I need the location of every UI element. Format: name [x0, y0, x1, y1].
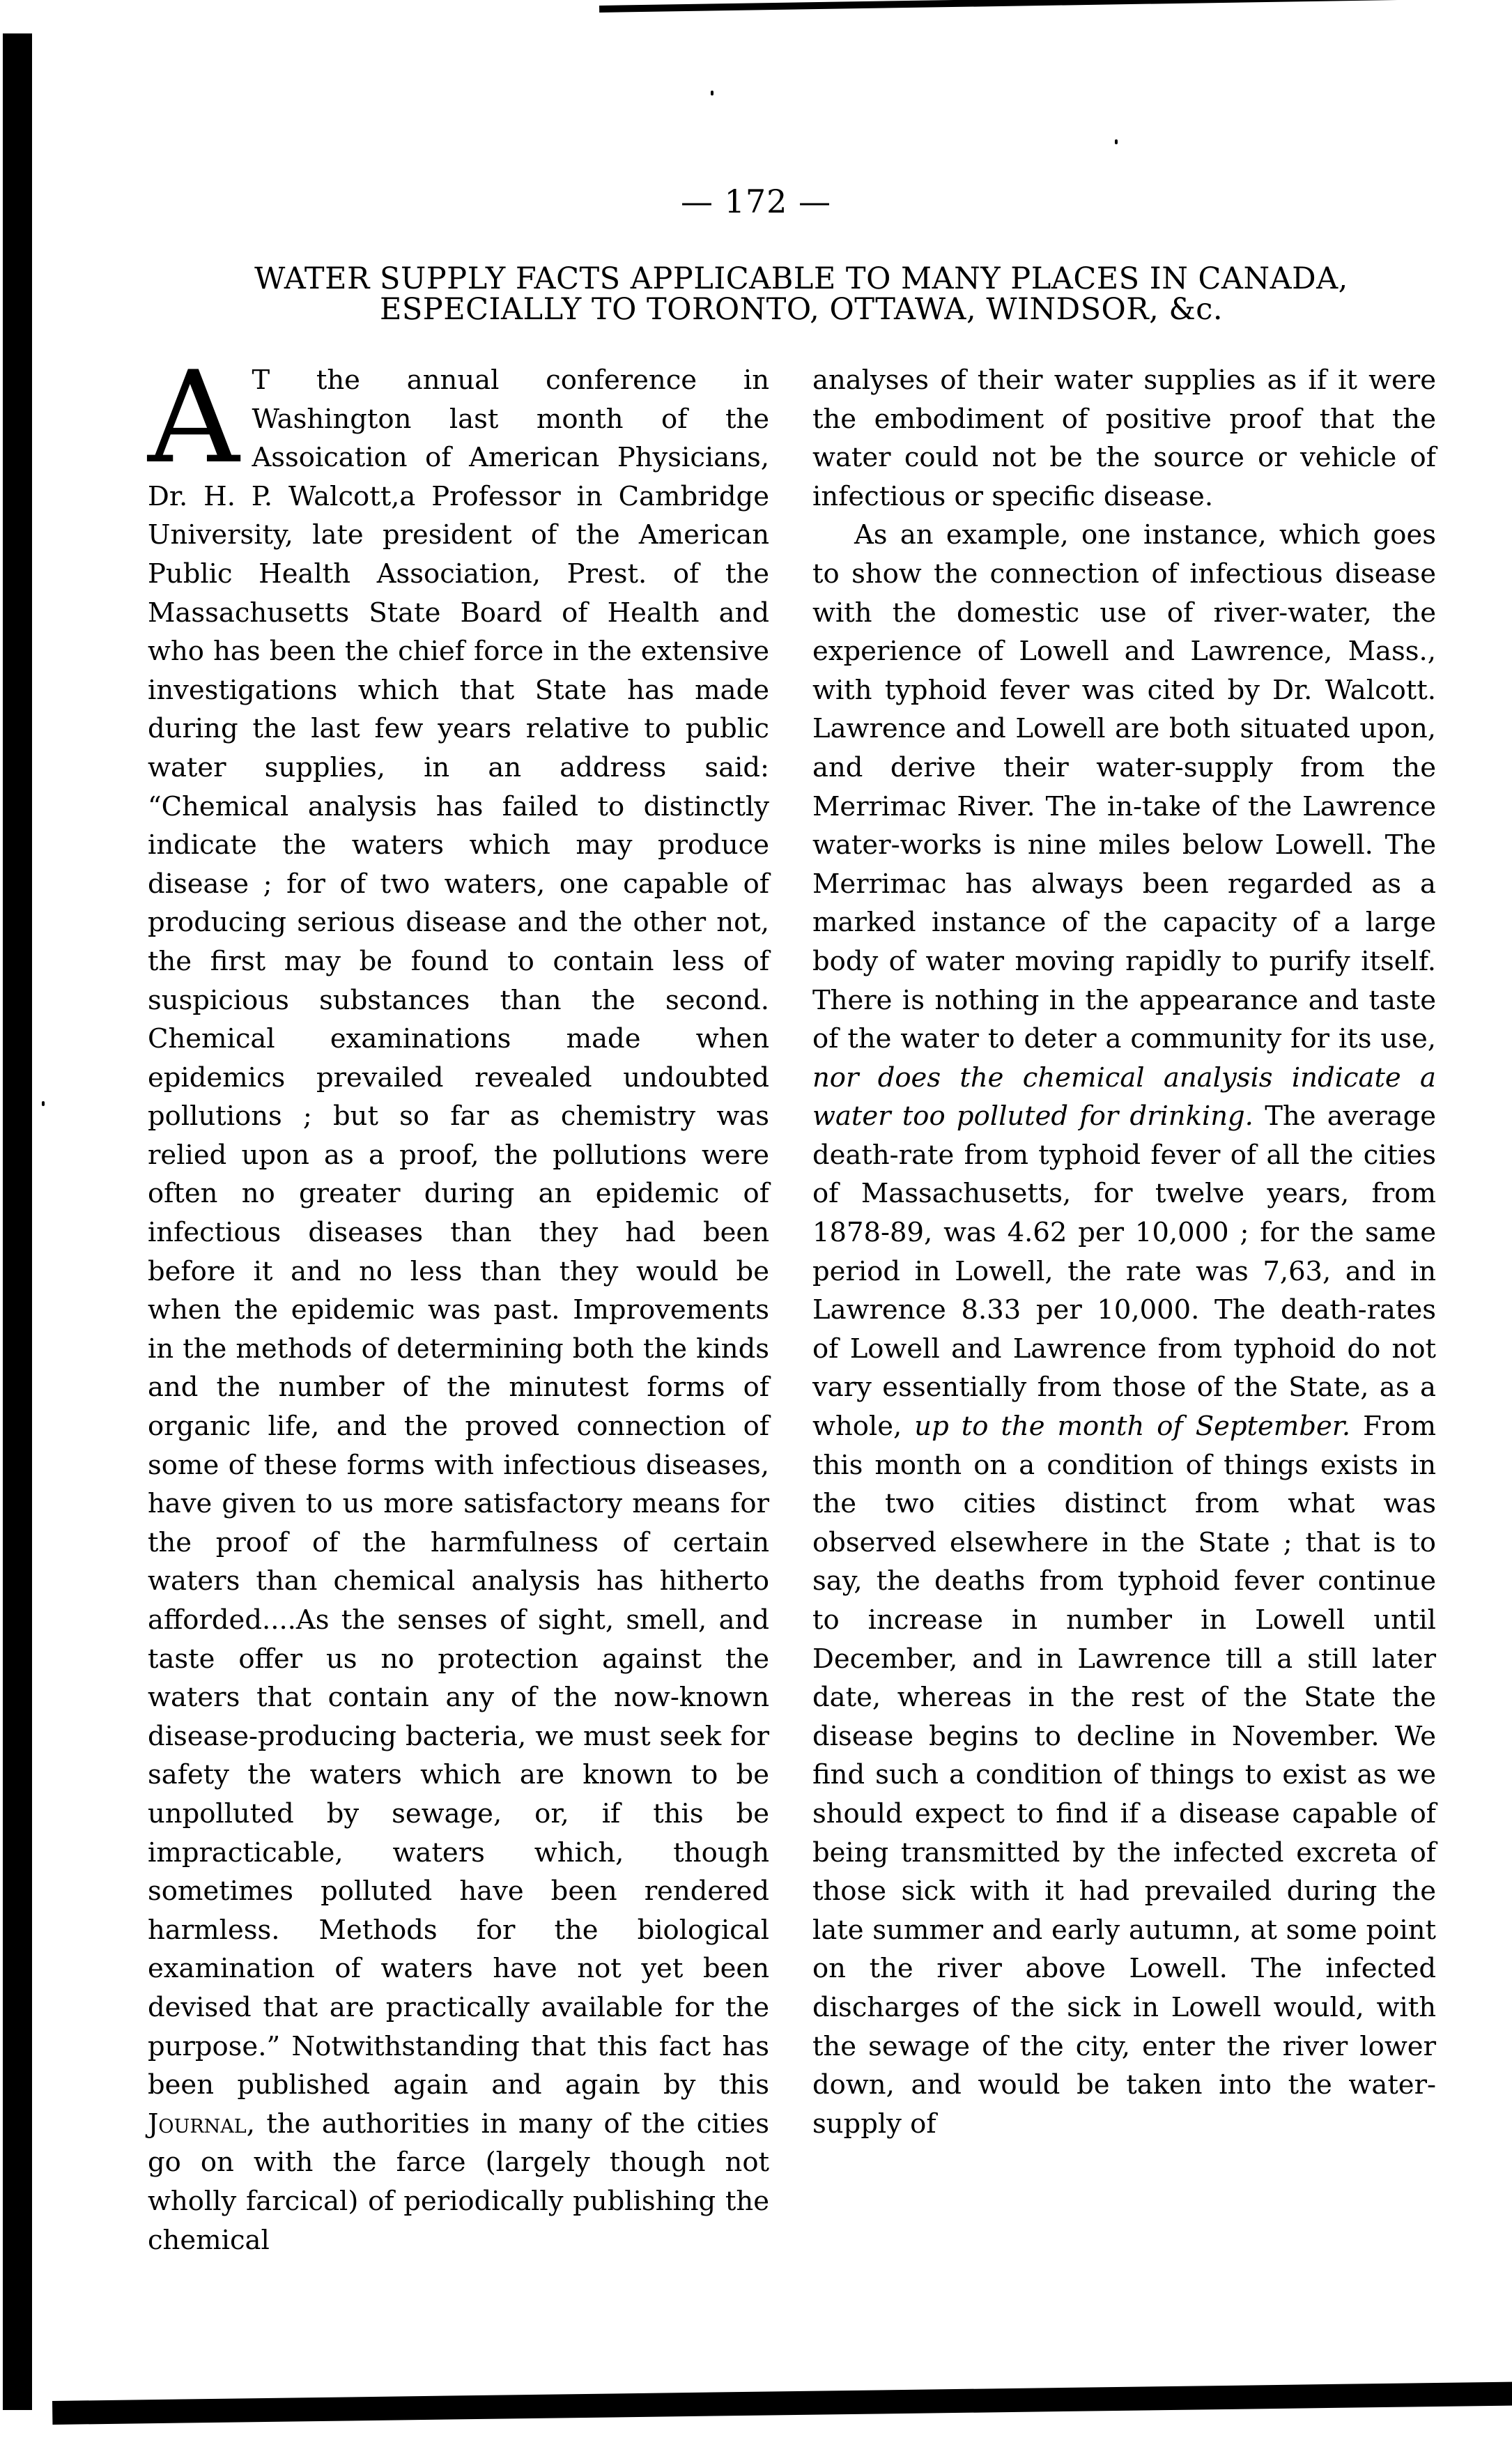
paragraph — [812, 516, 1436, 2143]
left-column — [148, 344, 769, 2259]
emphasis-text: up to the month of September. — [914, 1411, 1351, 1443]
scan-speck — [42, 1101, 45, 1106]
paragraph-text: As an example, one instance, which goes to show the connection of infectious disease with the domestic use of river-water, the experience of Lowell and Lawrence, Mass., with typhoid fever was cited by Dr. Walcott. Lawrence and Lowell are both situated upon, and derive their water-supply from the Merrimac River. The in-take of the Lawrence water-works is nine miles below Lowell. The Merrimac has always been regarded as a marked instance of the capacity of a large body of water moving rapidly to purify itself. There is nothing in the appearance and taste of the water to deter a community for its use, — [812, 519, 1436, 1055]
paragraph-text: The average death-rate from typhoid fever of all the cities of Massachusetts, for twelve years, from 1878-89, was 4.62 per 10,000 ; for the same period in Lowell, the rate was 7,63, and in Lawrence 8.33 per 10,000. The death-rates of Lowell and Lawrence from typhoid do not vary essentially from those of the State, as a whole, — [812, 1100, 1437, 1443]
scan-bottom-rule — [52, 2381, 1512, 2425]
paragraph — [148, 344, 769, 2259]
title-line-2: ESPECIALLY TO TORONTO, OTTAWA, WINDSOR, &c. — [379, 292, 1224, 327]
paragraph-text: T the annual conference in Washington last month of the Assoication of American Physicians, Dr. H. P. Walcott,a Professor in Cambridge University, late president of the American Public Health Association, Prest. of the Massachusetts State Board of Health and who has been the chief force in the extensive investigations which that State has made during the last few years relative to public water supplies, in an address said: “Chemical analysis has failed to distinctly indicate the waters which may produce disease ; for of two waters, one capable of producing serious disease and the other not, the first may be found to contain less of suspicious substances than the second. Chemical examinations made when epidemics prevailed revealed undoubted pollutions ; but so far as chemistry was relied upon as a proof, the pollutions were often no greater during an epidemic of infectious diseases than they had been before it and no less than they would be when the epidemic was past. Improvements in the methods of determining both the kinds and the number of the minutest forms of organic life, and the proved connection of some of these forms with infectious diseases, have given to us more satisfactory means for the proof of the harmfulness of certain waters than chemical analysis has hitherto afforded....As the senses of sight, smell, and taste offer us no protection against the waters that contain any of the now-known disease-producing bacteria, we must seek for safety the waters which are known to be unpolluted by sewage, or, if this be impracticable, waters which, though sometimes polluted have been rendered harmless. Methods for the biological examination of waters have not yet been devised that are practically available for the purpose.” Notwithstanding that this fact has been published again and again by this — [148, 365, 769, 2101]
scan-binding-edge — [3, 33, 32, 2410]
paragraph-text: From this month on a condition of things exists in the two cities distinct from what was observed elsewhere in the State ; that is to say, the deaths from typhoid fever continue to increase in number in Lowell until December, and in Lawrence till a still later date, whereas in the rest of the State the disease begins to decline in November. We find such a condition of things to exist as we should expect to find if a disease capable of being transmitted by the infected excreta of those sick with it had prevailed during the late summer and early autumn, at some point on the river above Lowell. The infected discharges of the sick in Lowell would, with the sewage of the city, enter the river lower down, and would be taken into the water-supply of — [812, 1411, 1436, 2140]
page-number: — 172 — — [680, 183, 832, 220]
drop-cap: A — [148, 344, 240, 491]
journal-name: Journal — [148, 2108, 247, 2140]
scan-top-rule — [599, 0, 1470, 13]
title-line-1: WATER SUPPLY FACTS APPLICABLE TO MANY PLACES IN CANADA, — [254, 261, 1348, 296]
paragraph: analyses of their water supplies as if it were the embodiment of positive proof that the water could not be the source or vehicle of infectious or specific disease. — [812, 365, 1436, 512]
scan-speck — [711, 91, 713, 95]
article-title — [146, 263, 1456, 325]
right-column — [812, 361, 1436, 2143]
paragraph-text: , the authorities in many of the cities go on with the farce (largely though not wholly farcical) of periodically publishing the chemical — [148, 2108, 769, 2256]
scan-speck — [1115, 139, 1118, 144]
emphasis-text: nor does the chemical analysis indicate a water too polluted for drinking. — [812, 1061, 1436, 1133]
